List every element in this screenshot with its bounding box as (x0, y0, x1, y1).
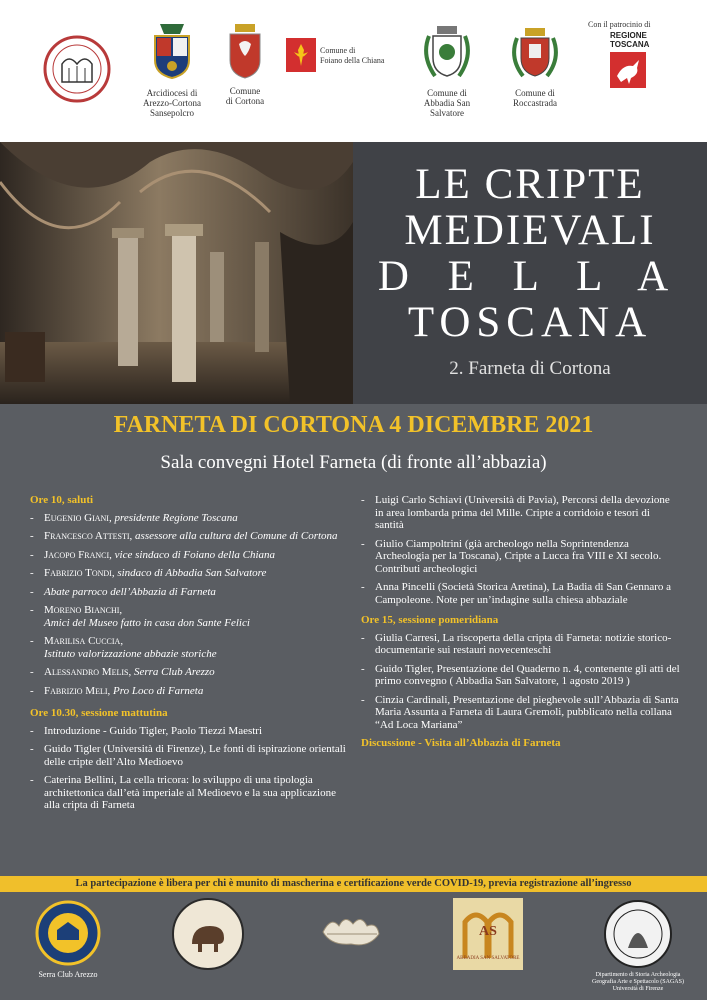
speaker-role: Istituto valorizzazione abbazie storiche (44, 647, 217, 660)
speaker-item: - Jacopo Franci, vice sindaco di Foiano della Chiana (30, 548, 276, 561)
cortona-coat-icon (227, 22, 263, 82)
session-heading: Ore 15, sessione pomeridiana (361, 614, 499, 626)
speaker-name: Marilisa Cuccia (44, 635, 121, 647)
talk-text: Caterina Bellini, La cella tricora: lo sviluppo di una tipologia architettonica dall’età imperiale al Medioevo e la sua applicazione alla cripta di Farneta (44, 774, 336, 811)
oak-leaf-icon (319, 910, 383, 954)
talk-text: Luigi Carlo Schiavi (Università di Pavia), Percorsi della devozione in area lombarda prima del Mille. Cripte a corridoio e tesori di santità (375, 494, 670, 531)
roccastrada-label: Comune di Roccastrada (513, 88, 557, 108)
serra-badge-icon (35, 900, 101, 966)
speaker-role: assessore alla cultura del Comune di Cortona (135, 530, 338, 542)
talk-item: - Giulio Ciampoltrini (già archeologo nella Soprintendenza Archeologia per la Toscana), Cripte a Lucca fra VIII e XI secolo. Contributi archeologici (361, 537, 662, 575)
crypt-illustration (0, 142, 353, 404)
closing-line: Discussione - Visita all’Abbazia di Farneta (361, 737, 561, 749)
speaker-role: Abate parroco dell’Abbazia di Farneta (44, 585, 216, 598)
abbadia-logo (414, 22, 480, 118)
talk-text: Introduzione - Guido Tigler, Paolo Tiezzi Maestri (44, 724, 263, 737)
title-line-3: D E L L A (377, 253, 683, 300)
session-heading: Ore 10, saluti (30, 494, 94, 506)
serra-club-label: Serra Club Arezzo (38, 970, 98, 979)
speaker-role: Pro Loco di Farneta (113, 684, 204, 697)
foiano-logo (286, 38, 406, 72)
arcidiocesi-logo (130, 18, 214, 118)
talk-text: Anna Pincelli (Società Storica Aretina), La Badia di San Gennaro a Campoleone. Note per un’indagine sulla chiesa abbaziale (375, 581, 671, 606)
title-line-2: MEDIEVALI (404, 207, 656, 254)
speaker-name: Moreno Bianchi (44, 604, 120, 616)
speaker-name: Fabrizio Meli (44, 684, 108, 697)
title-line-1: LE CRIPTE (415, 161, 645, 208)
crypt-photo (0, 142, 353, 404)
title-panel (353, 142, 707, 404)
program-left-column (30, 494, 352, 818)
speaker-name: Jacopo Franci (44, 548, 110, 561)
talk-item: - Cinzia Cardinali, Presentazione del pieghevole sull’Abbazia di Santa Maria Assunta a Farneta di Laura Gremoli, pubblicato nella collana “Ad Loca Mariana” (361, 693, 679, 731)
speaker-name: Eugenio Giani (44, 511, 109, 524)
foiano-label: Comune di Foiano della Chiana (320, 46, 385, 65)
speaker-role: presidente Regione Toscana (114, 511, 238, 524)
pegasus-icon (610, 52, 646, 88)
speaker-item: - Abate parroco dell’Abbazia di Farneta (30, 585, 216, 598)
speaker-name: Francesco Attesti (44, 530, 130, 542)
roccastrada-coat-icon (511, 24, 559, 84)
talk-text: Guido Tigler (Università di Firenze), Le fonti di ispirazione orientali delle cripte dell’Alto Medioevo (44, 743, 346, 768)
speaker-item: - Francesco Attesti, assessore alla cultura del Comune di Cortona (30, 530, 338, 542)
talk-text: Cinzia Cardinali, Presentazione del pieghevole sull’Abbazia di Santa Maria Assunta a Farneta di Laura Gremoli, pubblicato nella collana “Ad Loca Mariana” (375, 693, 679, 731)
footer-logos (0, 892, 707, 1000)
speaker-role: Amici del Museo fatto in casa don Sante Felici (44, 616, 250, 629)
university-seal-icon (602, 898, 674, 970)
speaker-item: - Alessandro Melis, Serra Club Arezzo (30, 666, 215, 678)
speaker-item: - Fabrizio Tondi, sindaco di Abbadia San Salvatore (30, 567, 267, 579)
speaker-item: - Moreno Bianchi, Amici del Museo fatto in casa don Sante Felici (30, 604, 250, 629)
oak-leaf-logo (318, 910, 384, 956)
as-caption: ABBADIA SAN SALVATORE (456, 956, 520, 961)
historic-institute-seal (40, 34, 114, 106)
cortona-label: Comune di Cortona (225, 86, 265, 106)
regione-toscana-logo (610, 52, 646, 92)
participation-notice: La partecipazione è libera per chi è munito di mascherina e certificazione verde COVID-19, previa registrazione all’ingresso (0, 876, 707, 892)
speaker-role: vice sindaco di Foiano della Chiana (114, 548, 276, 561)
talk-text: Giulio Ciampoltrini (già archeologo nella Soprintendenza Archeologia per la Toscana), Cripte a Lucca fra VIII e XI secolo. Contributi archeologici (375, 537, 662, 575)
mammoth-badge-icon (170, 896, 246, 972)
talk-text: Guido Tigler, Presentazione del Quaderno n. 4, contenente gli atti del primo convegno ( Abbadia San Salvatore, 1 agosto 2019 ) (375, 662, 680, 687)
roccastrada-logo (502, 24, 568, 108)
talk-item: - Anna Pincelli (Società Storica Aretina), La Badia di San Gennaro a Campoleone. Note per un’indagine sulla chiesa abbaziale (361, 581, 671, 606)
foiano-coat-icon (286, 38, 316, 72)
serra-club-logo (26, 900, 110, 979)
unifi-logo (588, 898, 688, 993)
talk-item: - Guido Tigler (Università di Firenze), Le fonti di ispirazione orientali delle cripte dell’Alto Medioevo (30, 743, 346, 768)
subtitle: 2. Farneta di Cortona (449, 358, 611, 379)
speaker-name: Alessandro Melis (44, 666, 129, 678)
cortona-logo (215, 22, 275, 106)
talk-item: - Giulia Carresi, La riscoperta della cripta di Farneta: notizie storico-documentarie sui restauri novecenteschi (361, 631, 672, 656)
abbadia-coat-icon (421, 22, 473, 84)
event-date: FARNETA DI CORTONA 4 DICEMBRE 2021 (113, 412, 594, 438)
regione-toscana-label: REGIONE TOSCANA (610, 31, 650, 49)
abbadia-as-logo (453, 898, 523, 972)
header-logos (0, 0, 707, 142)
talk-item: - Guido Tigler, Presentazione del Quaderno n. 4, contenente gli atti del primo convegno ( Abbadia San Salvatore, 1 agosto 2019 ) (361, 662, 680, 687)
title-line-4: TOSCANA (407, 299, 653, 346)
speaker-item: - Fabrizio Meli, Pro Loco di Farneta (30, 684, 204, 697)
speaker-item: - Marilisa Cuccia, Istituto valorizzazione abbazie storiche (30, 635, 217, 660)
speaker-item: - Eugenio Giani, presidente Regione Toscana (30, 511, 238, 524)
arcidiocesi-label: Arcidiocesi di Arezzo-Cortona Sansepolcro (143, 88, 201, 118)
speaker-role: Serra Club Arezzo (133, 666, 215, 678)
speaker-role: sindaco di Abbadia San Salvatore (117, 567, 267, 579)
abbadia-label: Comune di Abbadia San Salvatore (423, 88, 471, 118)
talk-text: Giulia Carresi, La riscoperta della cripta di Farneta: notizie storico-documentarie sui restauri novecenteschi (375, 631, 672, 656)
patrocinio-label: Con il patrocinio di (588, 20, 651, 29)
talk-item: - Caterina Bellini, La cella tricora: lo sviluppo di una tipologia architettonica dall’età imperiale al Medioevo e la sua applicazione alla cripta di Farneta (30, 774, 336, 811)
speaker-name: Fabrizio Tondi (44, 567, 112, 579)
seal-icon (42, 34, 112, 104)
event-venue: Sala convegni Hotel Farneta (di fronte all’abbazia) (160, 452, 547, 473)
talk-item: - Introduzione - Guido Tigler, Paolo Tiezzi Maestri (30, 724, 263, 737)
diocese-coat-icon (145, 18, 199, 84)
program-right-column (361, 494, 681, 755)
amici-museo-logo (168, 896, 248, 974)
as-letters: AS (479, 924, 497, 939)
unifi-label: Dipartimento di Storia Archeologia Geografia Arte e Spettacolo (SAGAS) Università di Firenze (592, 972, 684, 992)
talk-item: - Luigi Carlo Schiavi (Università di Pavia), Percorsi della devozione in area lombarda prima del Mille. Cripte a corridoio e tesori di santità (361, 494, 670, 531)
session-heading: Ore 10.30, sessione mattutina (30, 707, 168, 719)
